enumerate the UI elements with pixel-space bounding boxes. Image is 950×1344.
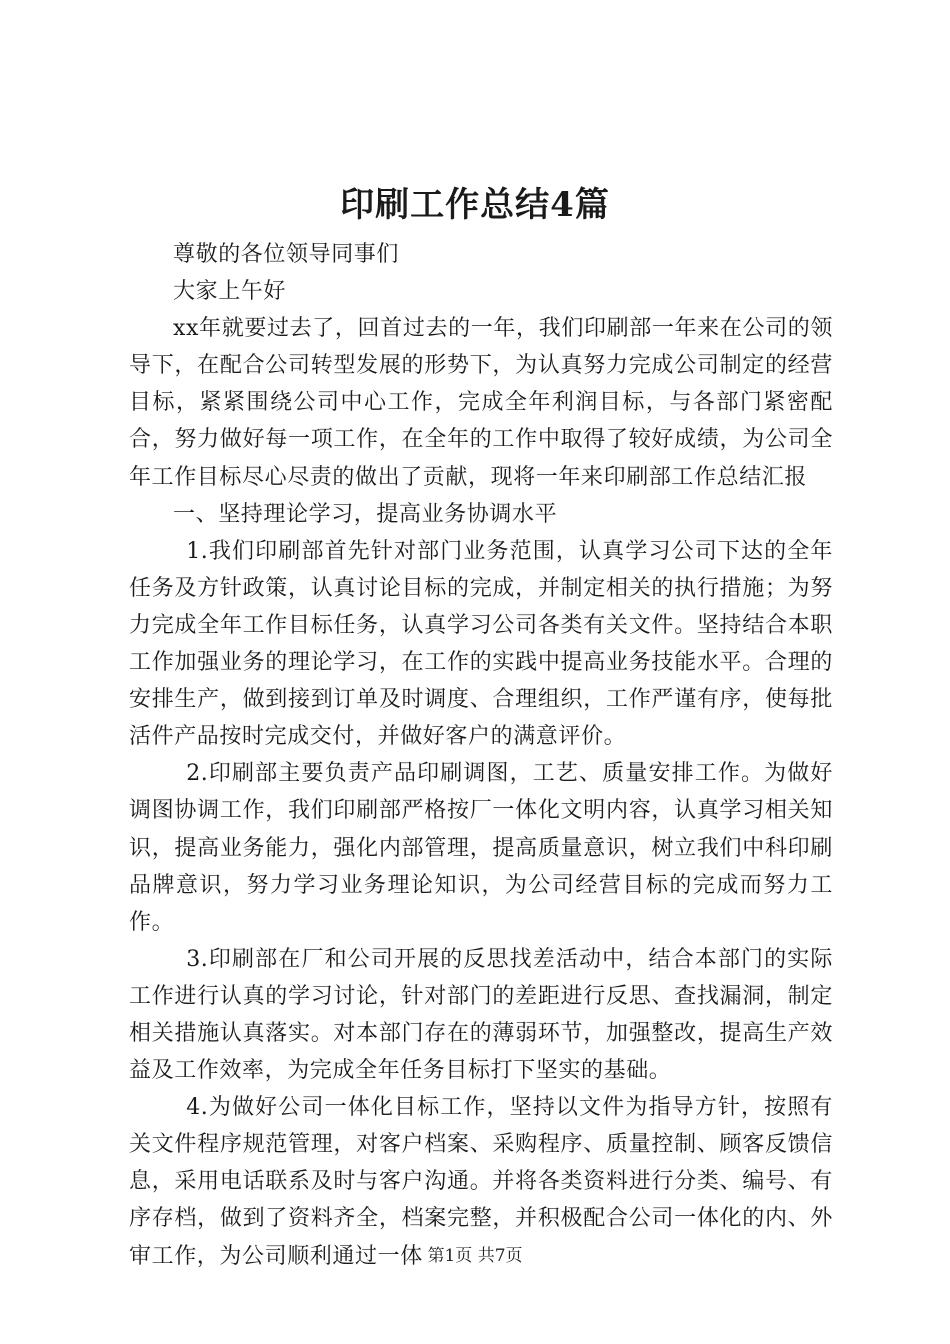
intro-paragraph: xx年就要过去了，回首过去的一年，我们印刷部一年来在公司的领导下，在配合公司转型发展的形势下，为认真努力完成公司制定的经营目标，紧紧围绕公司中心工作，完成全年利润目标，与各部门紧密配合，努力做好每一项工作，在全年的工作中取得了较好成绩，为公司全年工作目标尽心尽责的做出了贡献，现将一年来印刷部工作总结汇报 [129, 316, 833, 490]
document-body [129, 236, 833, 1275]
section-heading: 一、坚持理论学习，提高业务协调水平 [173, 501, 558, 527]
paragraph-item-3: 3.印刷部在厂和公司开展的反思找差活动中，结合本部门的实际工作进行认真的学习讨论，针对部门的差距进行反思、查找漏洞，制定相关措施认真落实。对本部门存在的薄弱环节，加强整改，提高生产效益及工作效率，为完成全年任务目标打下坚实的基础。 [129, 946, 833, 1084]
greeting: 大家上午好 [173, 279, 287, 305]
salutation: 尊敬的各位领导同事们 [173, 242, 400, 267]
page-number-footer: 第1页 共7页 [427, 1246, 523, 1266]
paragraph-item-1: 1.我们印刷部首先针对部门业务范围，认真学习公司下达的全年任务及方针政策，认真讨论目标的完成，并制定相关的执行措施；为努力完成全年工作目标任务，认真学习公司各类有关文件。坚持结合本职工作加强业务的理论学习，在工作的实践中提高业务技能水平。合理的安排生产，做到接到订单及时调度、合理组织，工作严谨有序，使每批活件产品按时完成交付，并做好客户的满意评价。 [129, 538, 833, 750]
paragraph-item-4: 4.为做好公司一体化目标工作，坚持以文件为指导方针，按照有关文件程序规范管理，对客户档案、采购程序、质量控制、顾客反馈信息，采用电话联系及时与客户沟通。并将各类资料进行分类、编号、有序存档，做到了资料齐全，档案完整，并积极配合公司一体化的内、外审工作，为公司顺利通过一体 [129, 1095, 833, 1269]
paragraph-item-2: 2.印刷部主要负责产品印刷调图，工艺、质量安排工作。为做好调图协调工作，我们印刷部严格按厂一体化文明内容，认真学习相关知识，提高业务能力，强化内部管理，提高质量意识，树立我们中科印刷品牌意识，努力学习业务理论知识，为公司经营目标的完成而努力工作。 [129, 761, 833, 935]
document-title: 印刷工作总结4篇 [340, 185, 610, 225]
